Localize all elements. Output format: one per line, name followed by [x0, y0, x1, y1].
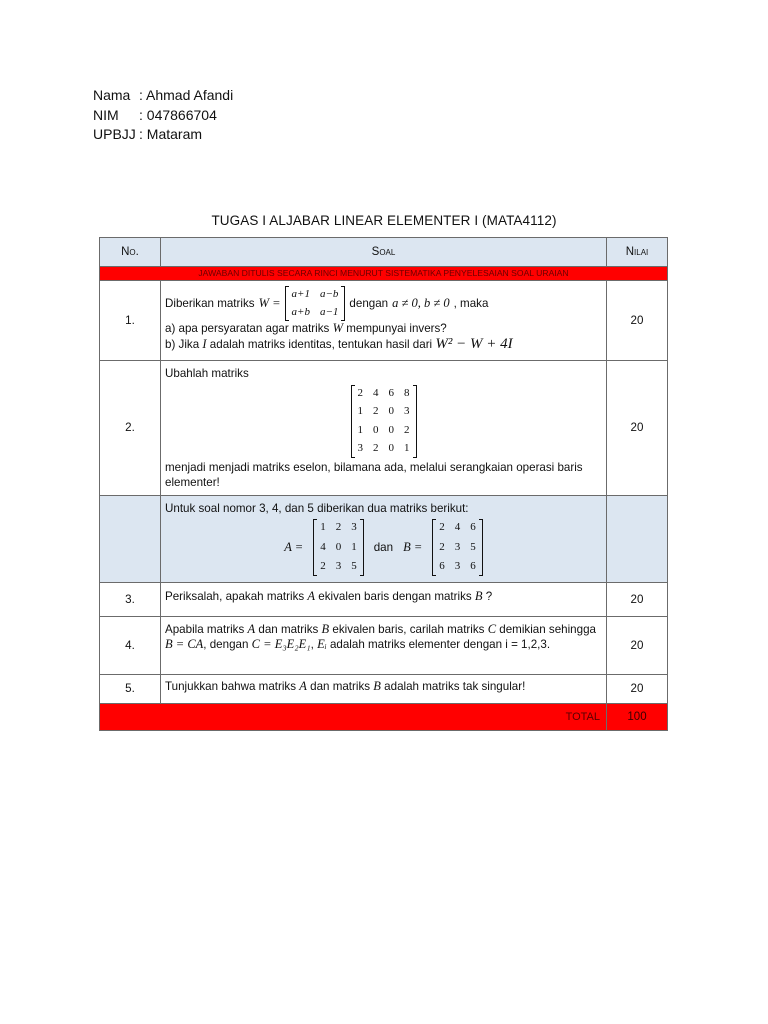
matrix-a — [313, 519, 364, 576]
question-text — [161, 361, 607, 496]
q4-math-2: B — [321, 621, 330, 636]
q1-cond-math: a ≠ 0, b ≠ 0 — [392, 295, 450, 310]
q1-a-end: mempunyai invers? — [346, 322, 447, 335]
matrix-cell: 2 — [320, 560, 326, 572]
matrix-cell: 5 — [351, 560, 357, 572]
q4-math-5: C = E₃E₂E₁ — [251, 637, 311, 651]
q4-text-2: dan matriks — [258, 622, 319, 636]
q4-text-6: , — [310, 638, 314, 651]
q1-a-text: a) apa persyaratan agar matriks — [165, 322, 330, 335]
question-row-5 — [100, 674, 668, 703]
matrix-cell: 0 — [388, 405, 394, 417]
q1-intro-line — [165, 286, 602, 321]
instruction-row — [100, 267, 668, 281]
question-row-2 — [100, 361, 668, 496]
matrix-cell: 1 — [351, 540, 357, 553]
matrix-cell: 1 — [404, 442, 410, 454]
given-matrices-wrap — [165, 519, 602, 576]
q1-b-mid: adalah matriks identitas, tentukan hasil dari — [209, 337, 433, 351]
q5-math-2: B — [373, 678, 381, 693]
matrix-cell: 6 — [388, 386, 394, 399]
matrix-cell: 0 — [388, 423, 394, 436]
identity-value: : Ahmad Afandi — [139, 87, 234, 103]
q1-part-b — [165, 337, 602, 353]
matrix-cell: 6 — [470, 560, 476, 572]
question-row-4 — [100, 616, 668, 674]
question-number: 3. — [100, 582, 161, 616]
matrix-cell: 1 — [357, 405, 363, 417]
assignment-table — [99, 237, 668, 731]
question-score: 20 — [607, 582, 668, 616]
question-text — [161, 582, 607, 616]
q1-intro: Diberikan matriks — [165, 296, 255, 310]
given-matrices — [161, 495, 607, 582]
question-row-1 — [100, 281, 668, 361]
question-number: 1. — [100, 281, 161, 361]
identity-row-nama — [93, 86, 233, 106]
matrix-cell: a−1 — [319, 305, 339, 318]
identity-row-nim — [93, 106, 233, 126]
matrix-w — [285, 286, 346, 321]
q4-math-3: C — [487, 621, 497, 636]
identity-label: Nama — [93, 87, 131, 103]
matrix-cell: 3 — [335, 560, 342, 572]
matrix-cell: 5 — [470, 540, 476, 553]
q3-math-1: A — [307, 589, 316, 604]
q3-text-1: Periksalah, apakah matriks — [165, 590, 305, 604]
q2-instruction: menjadi menjadi matriks eselon, bilamana ada, melalui serangkaian operasi baris elementer! — [165, 460, 583, 489]
matrix-cell: 4 — [373, 386, 379, 399]
q1-part-a — [165, 321, 602, 337]
matrix-cell: 3 — [404, 405, 410, 417]
table-header-row — [100, 238, 668, 267]
q4-text-7: adalah matriks elementer dengan i = 1,2,3. — [329, 638, 551, 651]
q4-math-1: A — [247, 621, 256, 636]
matrix-cell: 2 — [439, 540, 445, 553]
matrix-b — [432, 519, 483, 576]
matrix-cell: a−b — [319, 288, 339, 300]
matrix-cell: 2 — [439, 521, 445, 533]
header-nilai: Nilai — [607, 238, 668, 267]
matrix-cell: 6 — [470, 521, 476, 533]
matrix-cell: a+b — [291, 305, 310, 318]
student-identity — [93, 86, 233, 145]
matrix-cell: 4 — [320, 540, 326, 553]
q5-text-3: adalah matriks tak singular! — [384, 679, 526, 693]
total-value: 100 — [607, 703, 668, 730]
question-text — [161, 616, 607, 674]
matrix-4x4 — [351, 385, 417, 458]
matrix-cell: 6 — [439, 560, 445, 572]
matrix-a-label: A = — [284, 539, 304, 554]
matrix-cell: 2 — [373, 405, 379, 417]
q2-matrix-wrap — [165, 385, 602, 458]
matrix-cell: 0 — [388, 442, 394, 454]
matrix-cell: 0 — [335, 540, 342, 553]
given-dan: dan — [373, 540, 394, 554]
q1-b-math: I — [202, 336, 207, 351]
matrix-cell: a+1 — [291, 288, 310, 300]
given-matrices-row — [100, 495, 668, 582]
total-row — [100, 703, 668, 730]
q1-cond: dengan — [349, 296, 389, 310]
question-row-3 — [100, 582, 668, 616]
identity-row-upbjj — [93, 125, 233, 145]
question-text — [161, 281, 607, 361]
matrix-b-label: B = — [403, 539, 423, 554]
given-intro: Untuk soal nomor 3, 4, dan 5 diberikan dua matriks berikut: — [165, 501, 469, 515]
header-soal: Soal — [161, 238, 607, 267]
matrix-cell: 2 — [335, 521, 342, 533]
q3-math-2: B — [474, 589, 483, 604]
q5-text-2: dan matriks — [310, 679, 371, 693]
question-text — [161, 674, 607, 703]
q4-text-3: ekivalen baris, carilah matriks — [332, 622, 485, 636]
q5-math-1: A — [299, 678, 307, 693]
q3-text-2: ekivalen baris dengan matriks — [318, 590, 472, 604]
document-title: TUGAS I ALJABAR LINEAR ELEMENTER I (MATA4112) — [211, 213, 557, 228]
q1-b-text: b) Jika — [165, 337, 200, 351]
question-score: 20 — [607, 616, 668, 674]
matrix-cell: 4 — [454, 521, 461, 533]
identity-value: : 047866704 — [139, 106, 217, 123]
instruction-note: JAWABAN DITULIS SECARA RINCI MENURUT SISTEMATIKA PENYELESAIAN SOAL URAIAN — [100, 267, 668, 281]
identity-label: NIM — [93, 106, 119, 123]
q5-text-1: Tunjukkan bahwa matriks — [165, 679, 297, 693]
q1-a-math: W — [332, 321, 343, 335]
matrix-cell: 2 — [357, 386, 363, 399]
matrix-cell: 3 — [454, 560, 461, 572]
q2-intro: Ubahlah matriks — [165, 367, 249, 380]
question-number: 5. — [100, 674, 161, 703]
matrix-cell: 0 — [373, 423, 379, 436]
identity-value: : Mataram — [139, 126, 203, 142]
header-no: No. — [100, 238, 161, 267]
question-score: 20 — [607, 674, 668, 703]
q1-b-expression: W² − W + 4I — [435, 335, 513, 352]
matrix-cell: 3 — [351, 521, 357, 533]
matrix-cell: 2 — [373, 442, 379, 454]
question-number: 4. — [100, 616, 161, 674]
q1-cond-end: , maka — [453, 296, 489, 310]
q4-math-4: B = CA — [165, 637, 204, 651]
matrix-cell: 1 — [320, 521, 326, 533]
matrix-cell: 8 — [404, 386, 410, 399]
question-score: 20 — [607, 361, 668, 496]
given-empty-no — [100, 495, 161, 582]
matrix-cell: 3 — [454, 540, 461, 553]
q3-text-3: ? — [485, 590, 493, 604]
matrix-cell: 1 — [357, 423, 363, 436]
q4-text-4: demikian sehingga — [499, 622, 596, 636]
matrix-w-label: W = — [258, 295, 281, 310]
q4-math-6: Eᵢ — [317, 637, 327, 651]
question-score: 20 — [607, 281, 668, 361]
matrix-cell: 2 — [404, 423, 410, 436]
identity-label: UPBJJ — [93, 126, 136, 142]
q4-text-5: , dengan — [203, 638, 249, 651]
given-empty-nilai — [607, 495, 668, 582]
q4-text-1: Apabila matriks — [165, 622, 245, 636]
matrix-cell: 3 — [357, 442, 363, 454]
question-number: 2. — [100, 361, 161, 496]
total-label: TOTAL — [100, 703, 607, 730]
